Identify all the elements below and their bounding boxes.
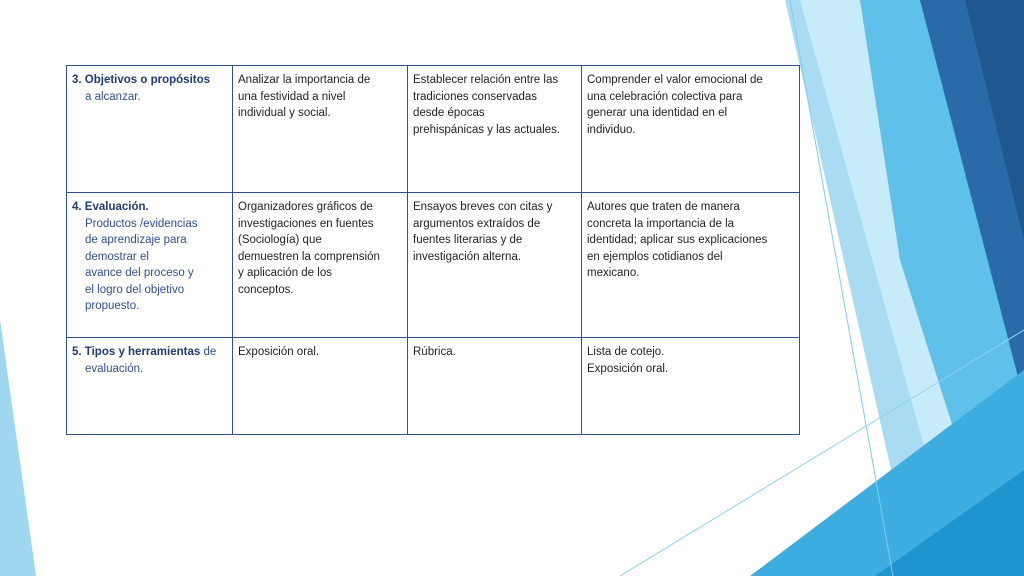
row-label-heading: 3. Objetivos o propósitos [72, 74, 211, 86]
table-row [67, 193, 800, 338]
row-label-subtext: evaluación. [85, 362, 144, 375]
table-cell: Organizadores gráficos de investigaciones en fuentes (Sociología) que demuestren la comprensión y aplicación de los conceptos. [233, 193, 408, 338]
table-row [67, 66, 800, 193]
table-row [67, 338, 800, 435]
table-cell: Lista de cotejo. Exposición oral. [582, 338, 800, 435]
left-accent-shape [0, 320, 36, 576]
row-label-tail: de [200, 346, 217, 358]
row-label-heading: 4. Evaluación. [72, 201, 149, 213]
table-cell: Establecer relación entre las tradiciones conservadas desde épocas prehispánicas y las actuales. [408, 66, 582, 193]
table-cell: Exposición oral. [233, 338, 408, 435]
row-label-subtext: Productos /evidencias de aprendizaje para demostrar el avance del proceso y el logro del objetivo propuesto. [85, 217, 198, 312]
table-cell: Rúbrica. [408, 338, 582, 435]
row-label-cell [67, 66, 233, 193]
row-label-cell [67, 193, 233, 338]
row-label-heading: 5. Tipos y herramientas [72, 346, 201, 358]
table-cell: Analizar la importancia de una festividad a nivel individual y social. [233, 66, 408, 193]
table-cell: Ensayos breves con citas y argumentos extraídos de fuentes literarias y de investigación alterna. [408, 193, 582, 338]
row-label-subtext: a alcanzar. [85, 90, 141, 103]
row-label-cell [67, 338, 233, 435]
table-cell: Autores que traten de manera concreta la importancia de la identidad; aplicar sus explicaciones en ejemplos cotidianos del mexicano. [582, 193, 800, 338]
table-cell: Comprender el valor emocional de una celebración colectiva para generar una identidad en el individuo. [582, 66, 800, 193]
evaluation-table [66, 65, 800, 435]
